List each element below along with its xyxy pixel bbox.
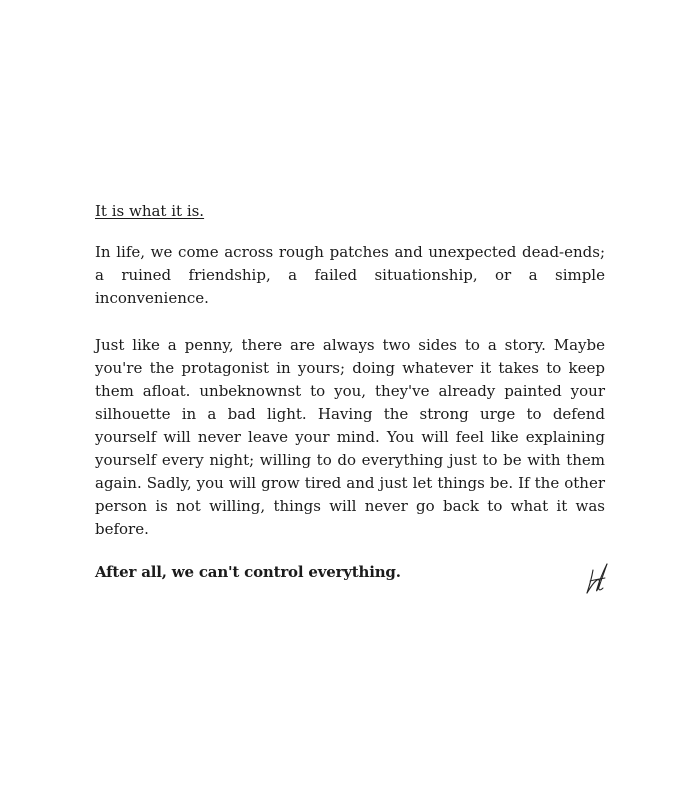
document-body (95, 200, 605, 584)
paragraph-main: Just like a penny, there are always two sides to a story. Maybe you're the protagonist in yours; doing whatever it takes to keep them afloat. unbeknownst to you, they've already painted your silhouette in a bad light. Having the strong urge to defend yourself will never leave your mind. You will feel like explaining yourself every night; willing to do everything just to be with them again. Sadly, you will grow tired and just let things be. If the other person is not willing, things will never go back to what it was before. (95, 336, 605, 538)
signature-icon (584, 560, 610, 596)
paragraph-intro: In life, we come across rough patches and unexpected dead-ends; a ruined friendship, a failed situationship, or a simple inconvenience. (95, 243, 605, 307)
closing-line: After all, we can't control everything. (95, 563, 401, 581)
document-title: It is what it is. (95, 202, 205, 220)
